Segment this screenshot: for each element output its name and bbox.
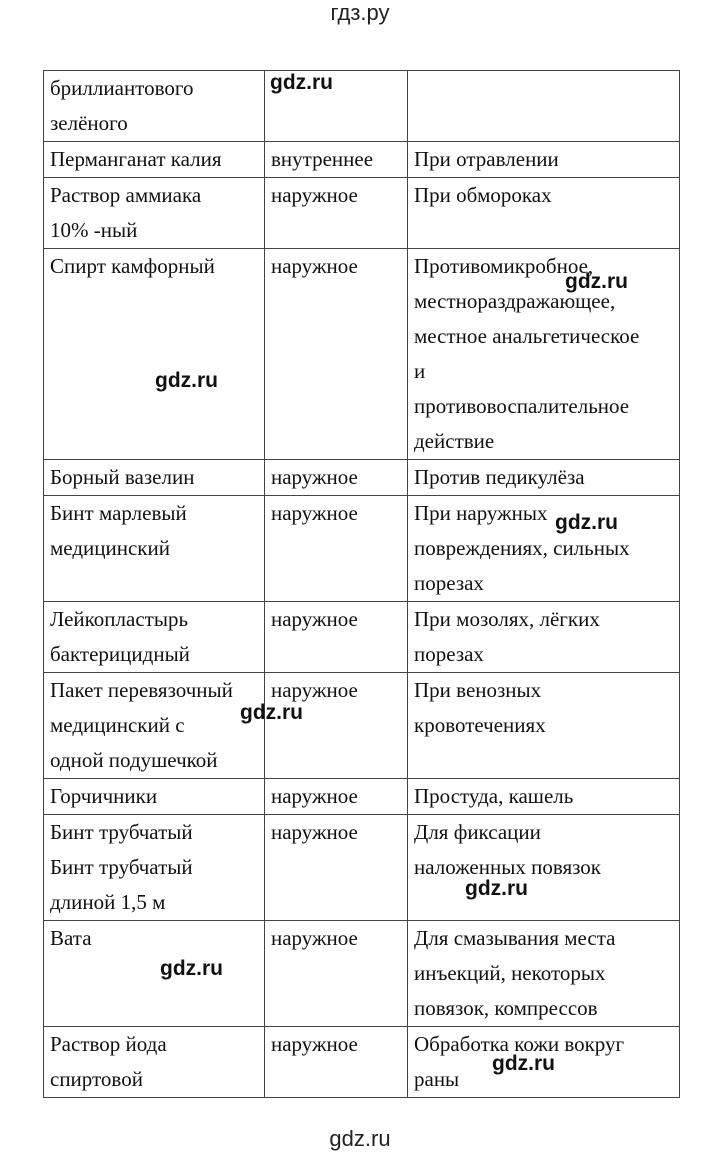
cell-text-line: наружное [271,678,358,702]
cell-text-line: 10% -ный [50,218,138,242]
cell-text-line: спиртовой [50,1067,143,1091]
cell-text-line: наружное [271,607,358,631]
application-cell [265,779,408,815]
cell-text-line: Горчичники [50,784,158,808]
cell-text-line: длиной 1,5 м [50,890,166,914]
purpose-cell [408,602,680,673]
cell-text-line: наружное [271,1032,358,1056]
watermark: gdz.ru [492,1052,555,1075]
cell-text-line: Борный вазелин [50,465,195,489]
cell-text-line: бактерицидный [50,642,190,666]
cell-text-line: внутреннее [271,147,374,171]
table-row [44,71,680,142]
application-cell [265,460,408,496]
table-row [44,815,680,921]
medicine-name-cell [44,496,265,602]
medicine-name-cell [44,779,265,815]
cell-text-line: Бинт марлевый [50,501,187,525]
table-row [44,779,680,815]
cell-text-line: Спирт камфорный [50,254,215,278]
cell-text-line: При наружных [414,501,548,525]
cell-text-line: местнораздражающее, [414,289,616,313]
application-cell [265,178,408,249]
purpose-cell [408,815,680,921]
cell-text-line: зелёного [50,111,128,135]
application-cell [265,602,408,673]
medicine-name-cell [44,921,265,1027]
application-cell [265,673,408,779]
cell-text-line: Для фиксации [414,820,541,844]
cell-text-line: порезах [414,571,484,595]
application-cell [265,815,408,921]
watermark: gdz.ru [155,369,218,392]
table-row [44,142,680,178]
purpose-cell [408,921,680,1027]
cell-text-line: Вата [50,926,92,950]
cell-text-line: бриллиантового [50,76,194,100]
application-cell [265,921,408,1027]
purpose-cell [408,779,680,815]
cell-text-line: Обработка кожи вокруг [414,1032,625,1056]
medicine-name-cell [44,460,265,496]
cell-text-line: одной подушечкой [50,748,218,772]
cell-text-line: При обмороках [414,183,552,207]
cell-text-line: Пакет перевязочный [50,678,233,702]
watermark: gdz.ru [270,71,333,94]
cell-text-line: При отравлении [414,147,559,171]
cell-text-line: Раствор йода [50,1032,167,1056]
table-row [44,673,680,779]
medicine-name-cell [44,249,265,460]
watermark: gdz.ru [465,877,528,900]
watermark: gdz.ru [565,270,628,293]
cell-text-line: повязок, компрессов [414,996,598,1020]
cell-text-line: противовоспалительное [414,394,630,418]
cell-text-line: Бинт трубчатый [50,855,193,879]
watermark: gdz.ru [555,511,618,534]
medicine-name-cell [44,602,265,673]
purpose-cell [408,460,680,496]
application-cell [265,1027,408,1098]
table-row [44,602,680,673]
medicine-name-cell [44,71,265,142]
cell-text-line: наружное [271,501,358,525]
cell-text-line: Перманганат калия [50,147,222,171]
medicine-name-cell [44,178,265,249]
cell-text-line: повреждениях, сильных [414,536,630,560]
cell-text-line: и [414,359,426,383]
purpose-cell [408,178,680,249]
cell-text-line: наружное [271,254,358,278]
cell-text-line: наружное [271,926,358,950]
cell-text-line: Против педикулёза [414,465,585,489]
watermark: gdz.ru [160,957,223,980]
watermark: gdz.ru [240,701,303,724]
cell-text-line: Для смазывания места [414,926,616,950]
cell-text-line: медицинский с [50,713,185,737]
purpose-cell [408,142,680,178]
medicine-name-cell [44,815,265,921]
medicine-name-cell [44,673,265,779]
application-cell [265,496,408,602]
medicine-table [43,70,680,1098]
site-header: гдз.ру [330,0,390,25]
table-row [44,921,680,1027]
table-row [44,1027,680,1098]
cell-text-line: наружное [271,820,358,844]
cell-text-line: Бинт трубчатый [50,820,193,844]
cell-text-line: Простуда, кашель [414,784,574,808]
cell-text-line: Противомикробное, [414,254,594,278]
cell-text-line: Раствор аммиака [50,183,202,207]
cell-text-line: медицинский [50,536,170,560]
cell-text-line [414,71,673,106]
cell-text-line: действие [414,429,495,453]
cell-text-line: раны [414,1067,460,1091]
site-footer: gdz.ru [329,1126,391,1151]
purpose-cell [408,496,680,602]
cell-text-line: При венозных [414,678,542,702]
table-row [44,178,680,249]
cell-text-line: наружное [271,183,358,207]
medicine-name-cell [44,142,265,178]
cell-text-line: При мозолях, лёгких [414,607,600,631]
application-cell [265,249,408,460]
purpose-cell [408,249,680,460]
cell-text-line: кровотечениях [414,713,546,737]
cell-text-line: наружное [271,784,358,808]
cell-text-line: наложенных повязок [414,855,602,879]
cell-text-line: Лейкопластырь [50,607,189,631]
cell-text-line: порезах [414,642,484,666]
cell-text-line: инъекций, некоторых [414,961,606,985]
cell-text-line: наружное [271,465,358,489]
purpose-cell [408,71,680,142]
cell-text-line: местное анальгетическое [414,324,640,348]
table-row [44,460,680,496]
application-cell [265,142,408,178]
purpose-cell [408,673,680,779]
medicine-name-cell [44,1027,265,1098]
